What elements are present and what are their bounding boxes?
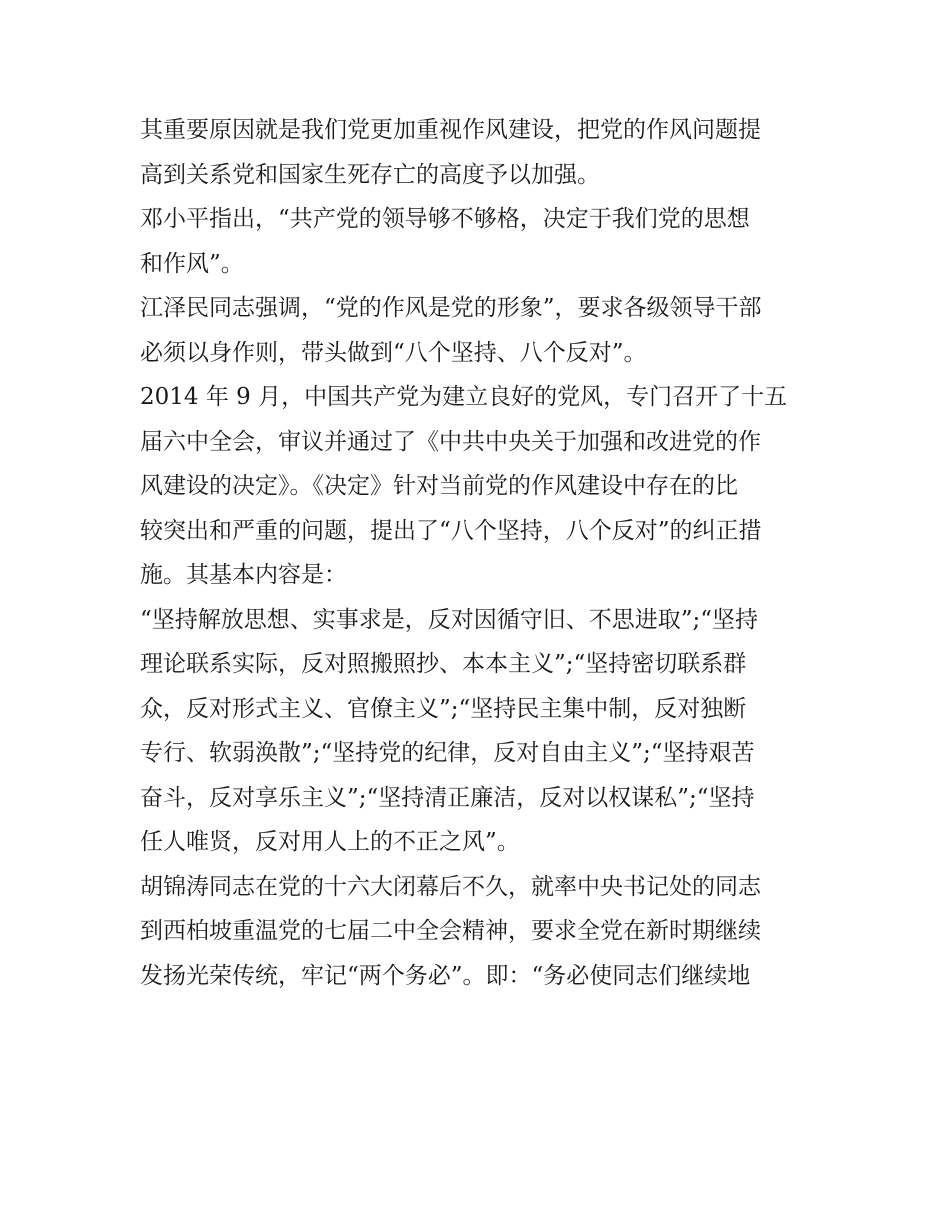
text-line: 专行、软弱涣散”;“坚持党的纪律，反对自由主义”;“坚持艰苦 — [140, 740, 755, 766]
text-line: “坚持解放思想、实事求是，反对因循守旧、不思进取”;“坚持 — [140, 606, 759, 633]
text-line: 任人唯贤，反对用人上的不正之风”。 — [140, 829, 520, 855]
text-line: 江泽民同志强调，“党的作风是党的形象”，要求各级领导干部 — [140, 295, 762, 321]
text-line: 众，反对形式主义、官僚主义”;“坚持民主集中制，反对独断 — [140, 695, 747, 722]
text-line: 奋斗，反对享乐主义”;“坚持清正廉洁，反对以权谋私”;“坚持 — [140, 784, 755, 811]
text-line: 届六中全会，审议并通过了《中共中央关于加强和改进党的作 — [140, 428, 761, 455]
text-line: 邓小平指出，“共产党的领导够不够格，决定于我们党的思想 — [140, 206, 750, 232]
text-line: 胡锦涛同志在党的十六大闭幕后不久，就率中央书记处的同志 — [140, 873, 761, 900]
text-line: 必须以身作则，带头做到“八个坚持、八个反对”。 — [140, 339, 647, 366]
text-line: 风建设的决定》。《决定》针对当前党的作风建设中存在的比 — [140, 473, 738, 499]
text-line: 理论联系实际，反对照搬照抄、本本主义”;“坚持密切联系群 — [140, 651, 747, 677]
text-line: 2014 年 9 月，中国共产党为建立良好的党风，专门召开了十五 — [140, 384, 788, 410]
text-line: 施。其基本内容是： — [140, 562, 347, 588]
body-text — [140, 108, 830, 998]
text-line: 到西柏坡重温党的七届二中全会精神，要求全党在新时期继续 — [140, 918, 761, 944]
text-line: 较突出和严重的问题，提出了“八个坚持，八个反对”的纠正措 — [140, 517, 762, 544]
text-line: 高到关系党和国家生死存亡的高度予以加强。 — [140, 161, 600, 188]
text-line: 和作风”。 — [140, 250, 244, 277]
text-line: 其重要原因就是我们党更加重视作风建设，把党的作风问题提 — [140, 117, 761, 143]
text-line: 发扬光荣传统，牢记“两个务必”。即：“务必使同志们继续地 — [140, 962, 751, 989]
